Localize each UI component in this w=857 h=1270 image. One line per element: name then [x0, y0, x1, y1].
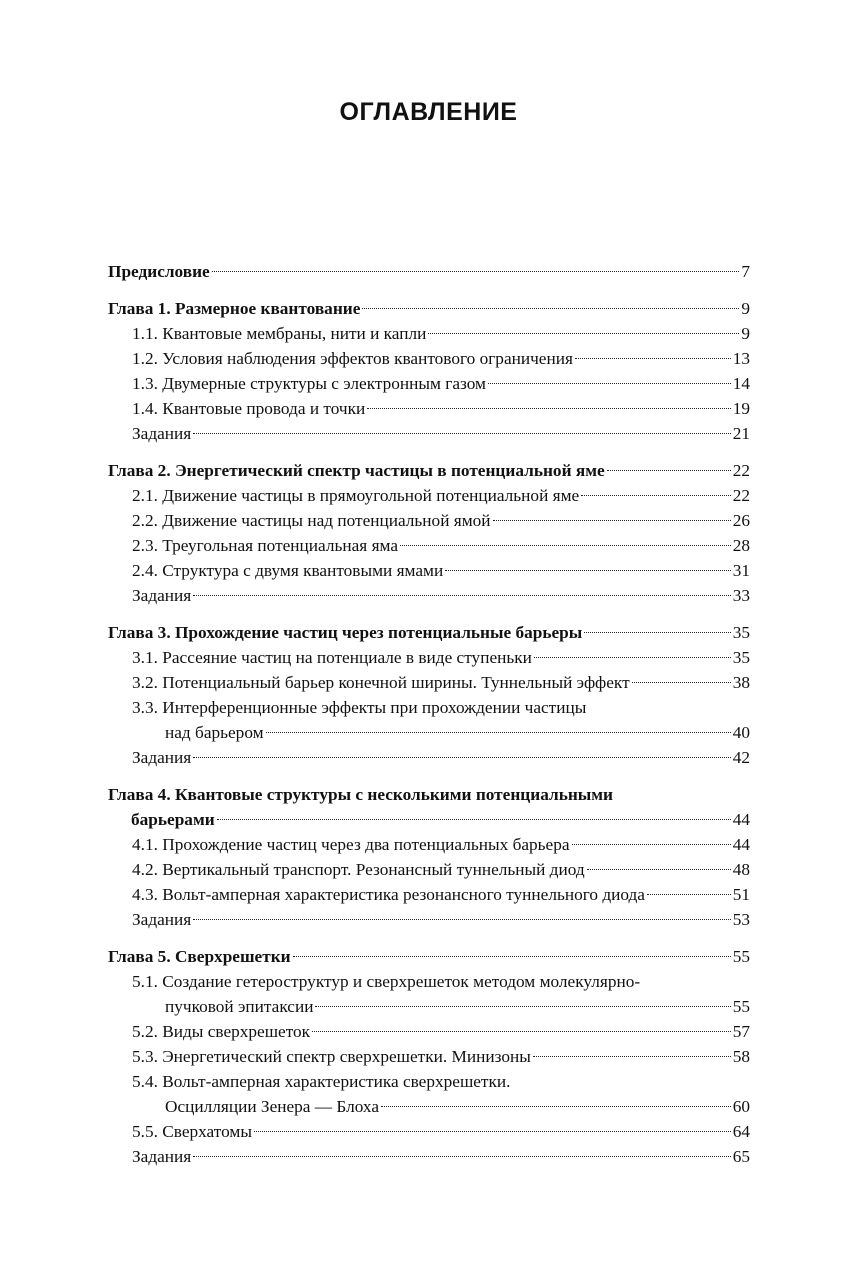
toc-line [108, 807, 750, 832]
toc-section-entry[interactable] [108, 645, 750, 670]
toc-section-entry[interactable] [108, 969, 750, 1019]
toc-section-entry[interactable] [108, 882, 750, 907]
toc-line [108, 720, 750, 745]
toc-line [108, 458, 750, 483]
toc-page-number: 44 [732, 810, 750, 829]
toc-entry-title: 2.3. Треугольная потенциальная яма [132, 536, 399, 555]
dot-leader [575, 358, 731, 359]
toc-section-entry[interactable] [108, 1044, 750, 1069]
toc-section-entry[interactable] [108, 745, 750, 770]
toc-page-number: 33 [732, 586, 750, 605]
toc-page-number: 9 [741, 324, 750, 343]
dot-leader [193, 919, 730, 920]
toc-line [108, 645, 750, 670]
toc-page-number: 26 [732, 511, 750, 530]
dot-leader [315, 1006, 730, 1007]
toc-entry-title: 5.4. Вольт-амперная характеристика сверхрешетки. [132, 1072, 511, 1091]
toc-entry-title: 3.2. Потенциальный барьер конечной ширины. Туннельный эффект [132, 673, 630, 692]
toc-page-number: 31 [732, 561, 750, 580]
dot-leader [587, 869, 731, 870]
toc-chapter-entry[interactable] [108, 259, 750, 284]
toc-page-number: 58 [732, 1047, 750, 1066]
toc-entry-title: 1.3. Двумерные структуры с электронным газом [132, 374, 486, 393]
toc-line [108, 533, 750, 558]
toc-line [108, 695, 750, 720]
toc-page-number: 35 [732, 623, 750, 642]
toc-line [108, 583, 750, 608]
toc-page-number: 21 [732, 424, 750, 443]
toc-section-entry[interactable] [108, 508, 750, 533]
toc-page-number: 65 [732, 1147, 750, 1166]
dot-leader [632, 682, 731, 683]
dot-leader [572, 844, 731, 845]
toc-entry-title: Предисловие [108, 262, 210, 281]
toc-section-entry[interactable] [108, 346, 750, 371]
toc-page-number: 42 [732, 748, 750, 767]
toc-entry-title: Глава 5. Сверхрешетки [108, 947, 291, 966]
toc-page-number: 57 [732, 1022, 750, 1041]
toc-section-entry[interactable] [108, 907, 750, 932]
toc-section-entry[interactable] [108, 695, 750, 745]
toc-line [108, 346, 750, 371]
toc-page-number: 55 [732, 947, 750, 966]
toc-page-number: 55 [732, 997, 750, 1016]
toc-page-number: 40 [732, 723, 750, 742]
toc-line [108, 832, 750, 857]
toc-entry-title: Задания [132, 748, 192, 767]
toc-page-number: 51 [732, 885, 750, 904]
toc-line [108, 969, 750, 994]
toc-line [108, 670, 750, 695]
toc-page-number: 64 [732, 1122, 750, 1141]
dot-leader [534, 657, 731, 658]
toc-entry-title: 5.2. Виды сверхрешеток [132, 1022, 311, 1041]
toc-page-number: 9 [741, 299, 750, 318]
toc-entry-title: Задания [132, 910, 192, 929]
toc-page-number: 38 [732, 673, 750, 692]
toc-line [108, 1044, 750, 1069]
toc-entry-title: Глава 3. Прохождение частиц через потенциальные барьеры [108, 623, 583, 642]
toc-section-entry[interactable] [108, 583, 750, 608]
toc-line [108, 1094, 750, 1119]
toc-entry-title: над барьером [165, 723, 264, 742]
toc-section-entry[interactable] [108, 396, 750, 421]
dot-leader [217, 819, 731, 820]
table-of-contents [108, 259, 750, 1169]
toc-entry-title: Задания [132, 1147, 192, 1166]
toc-section-entry[interactable] [108, 558, 750, 583]
toc-line [108, 421, 750, 446]
toc-entry-title: Задания [132, 424, 192, 443]
toc-page-number: 19 [732, 399, 750, 418]
toc-entry-title: Глава 2. Энергетический спектр частицы в потенциальной яме [108, 461, 605, 480]
toc-page-number: 44 [732, 835, 750, 854]
toc-entry-title: 1.1. Квантовые мембраны, нити и капли [132, 324, 427, 343]
toc-entry-title: 5.5. Сверхатомы [132, 1122, 252, 1141]
toc-page-number: 53 [732, 910, 750, 929]
dot-leader [533, 1056, 731, 1057]
toc-line [108, 620, 750, 645]
toc-line [108, 321, 750, 346]
dot-leader [647, 894, 731, 895]
toc-chapter-entry[interactable] [108, 782, 750, 832]
toc-entry-title: Глава 4. Квантовые структуры с несколькими потенциальными [108, 785, 614, 804]
toc-entry-title: Задания [132, 586, 192, 605]
toc-entry-title: 1.2. Условия наблюдения эффектов квантового ограничения [132, 349, 573, 368]
dot-leader [607, 470, 731, 471]
toc-line [108, 259, 750, 284]
dot-leader [488, 383, 731, 384]
dot-leader [254, 1131, 731, 1132]
toc-page-number: 22 [732, 486, 750, 505]
dot-leader [584, 632, 730, 633]
toc-line [108, 508, 750, 533]
toc-line [108, 483, 750, 508]
dot-leader [193, 1156, 730, 1157]
toc-entry-title: 2.4. Структура с двумя квантовыми ямами [132, 561, 444, 580]
toc-page-number: 13 [732, 349, 750, 368]
dot-leader [212, 271, 740, 272]
toc-entry-title: 3.3. Интерференционные эффекты при прохождении частицы [132, 698, 587, 717]
page-title: ОГЛАВЛЕНИЕ [339, 98, 518, 126]
dot-leader [581, 495, 731, 496]
toc-line [108, 882, 750, 907]
toc-chapter-entry[interactable] [108, 944, 750, 969]
toc-line [108, 907, 750, 932]
toc-section-entry[interactable] [108, 1144, 750, 1169]
toc-chapter-entry[interactable] [108, 458, 750, 483]
dot-leader [293, 956, 731, 957]
dot-leader [312, 1031, 731, 1032]
toc-section-entry[interactable] [108, 371, 750, 396]
dot-leader [193, 595, 730, 596]
toc-line [108, 1019, 750, 1044]
toc-section-entry[interactable] [108, 832, 750, 857]
dot-leader [428, 333, 739, 334]
toc-line [108, 296, 750, 321]
toc-line [108, 782, 750, 807]
toc-line [108, 1069, 750, 1094]
toc-line [108, 994, 750, 1019]
toc-entry-title: 2.2. Движение частицы над потенциальной ямой [132, 511, 491, 530]
toc-line [108, 1119, 750, 1144]
dot-leader [193, 433, 730, 434]
toc-line [108, 857, 750, 882]
dot-leader [362, 308, 739, 309]
toc-entry-title: 5.1. Создание гетероструктур и сверхрешеток методом молекулярно- [132, 972, 641, 991]
toc-entry-title: 2.1. Движение частицы в прямоугольной потенциальной яме [132, 486, 580, 505]
toc-section-entry[interactable] [108, 421, 750, 446]
dot-leader [493, 520, 731, 521]
toc-section-entry[interactable] [108, 1069, 750, 1119]
toc-section-entry[interactable] [108, 321, 750, 346]
toc-line [108, 745, 750, 770]
toc-section-entry[interactable] [108, 857, 750, 882]
toc-page-number: 60 [732, 1097, 750, 1116]
toc-entry-title: 4.1. Прохождение частиц через два потенциальных барьера [132, 835, 570, 854]
toc-entry-title: 4.3. Вольт-амперная характеристика резонансного туннельного диода [132, 885, 645, 904]
toc-line [108, 371, 750, 396]
toc-entry-title: 5.3. Энергетический спектр сверхрешетки. Минизоны [132, 1047, 531, 1066]
toc-page-number: 22 [732, 461, 750, 480]
dot-leader [193, 757, 730, 758]
toc-section-entry[interactable] [108, 1019, 750, 1044]
toc-line [108, 1144, 750, 1169]
toc-page-number: 14 [732, 374, 750, 393]
toc-section-entry[interactable] [108, 670, 750, 695]
toc-page-number: 7 [741, 262, 750, 281]
dot-leader [381, 1106, 731, 1107]
toc-page-number: 28 [732, 536, 750, 555]
toc-chapter-entry[interactable] [108, 620, 750, 645]
toc-entry-title: 4.2. Вертикальный транспорт. Резонансный туннельный диод [132, 860, 585, 879]
toc-line [108, 396, 750, 421]
toc-entry-title: 1.4. Квантовые провода и точки [132, 399, 366, 418]
toc-entry-title: 3.1. Рассеяние частиц на потенциале в виде ступеньки [132, 648, 532, 667]
toc-section-entry[interactable] [108, 533, 750, 558]
toc-chapter-entry[interactable] [108, 296, 750, 321]
toc-entry-title: пучковой эпитаксии [165, 997, 314, 1016]
toc-entry-title: Глава 1. Размерное квантование [108, 299, 361, 318]
toc-line [108, 558, 750, 583]
toc-entry-title: Осцилляции Зенера — Блоха [165, 1097, 379, 1116]
dot-leader [445, 570, 731, 571]
toc-line [108, 944, 750, 969]
dot-leader [400, 545, 731, 546]
dot-leader [266, 732, 731, 733]
toc-section-entry[interactable] [108, 1119, 750, 1144]
toc-page-number: 35 [732, 648, 750, 667]
toc-entry-title: барьерами [131, 810, 215, 829]
dot-leader [367, 408, 730, 409]
toc-section-entry[interactable] [108, 483, 750, 508]
toc-page-number: 48 [732, 860, 750, 879]
